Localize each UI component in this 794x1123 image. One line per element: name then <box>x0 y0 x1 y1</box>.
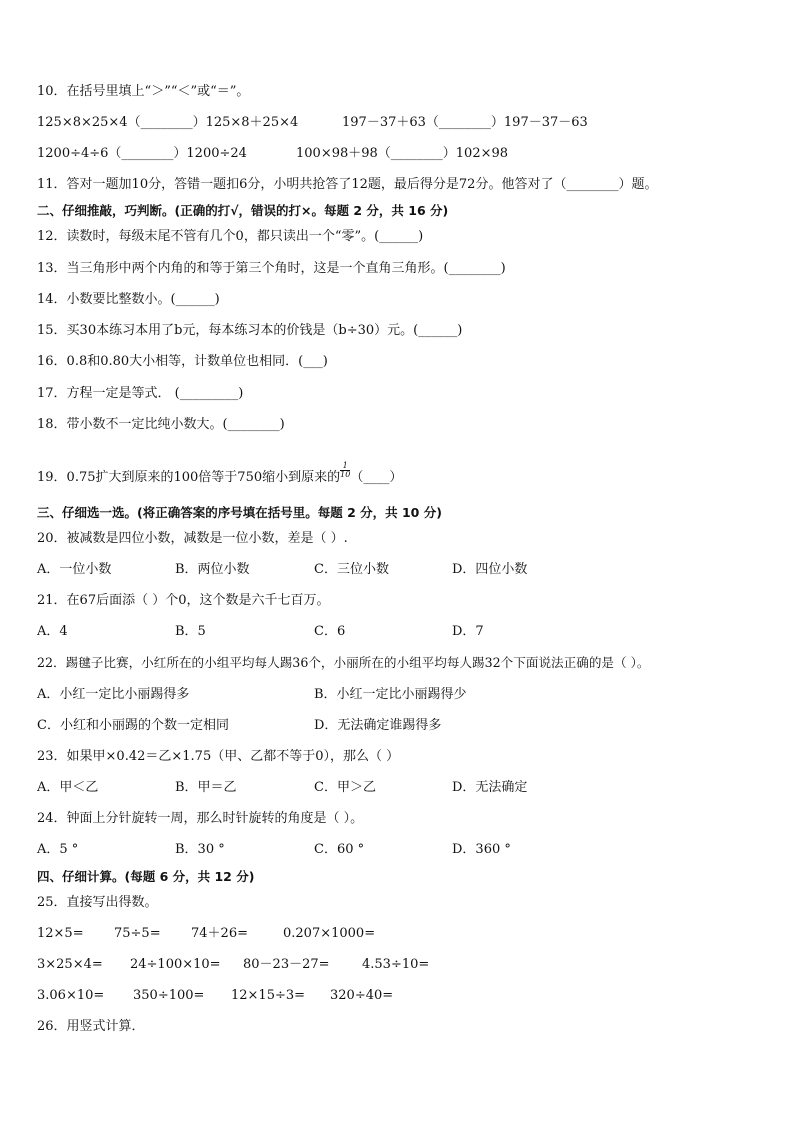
question-16: 16．0.8和0.80大小相等，计数单位也相同．(___) <box>37 354 328 369</box>
q21-option-d: D．7 <box>452 624 484 639</box>
question-14: 14．小数要比整数小。(______) <box>37 292 220 307</box>
question-17: 17．方程一定是等式． (_________) <box>37 386 244 401</box>
q25-expression: 3.06×10= <box>37 988 105 1003</box>
q22-option-b: B．小红一定比小丽踢得少 <box>314 687 467 702</box>
q23-option-d: D．无法确定 <box>452 780 528 795</box>
q25-expression: 350÷100= <box>133 988 205 1003</box>
q20-option-a: A．一位小数 <box>37 562 112 577</box>
q25-expression: 74＋26= <box>191 926 248 941</box>
q19-text: 19．0.75扩大到原来的100倍等于750缩小到原来的 <box>37 470 341 485</box>
q20-option-b: B．两位小数 <box>175 562 250 577</box>
question-21: 21．在67后面添（ ）个0，这个数是六千七百万。 <box>37 593 330 608</box>
q24-option-a: A．5 ° <box>37 842 79 857</box>
q10-comparison-1: 125×8×25×4（________）125×8＋25×4 <box>37 115 299 130</box>
q25-expression: 320÷40= <box>330 988 394 1003</box>
section-4-title: 四、仔细计算。(每题 6 分，共 12 分) <box>37 869 255 884</box>
q23-option-a: A．甲＜乙 <box>37 780 99 795</box>
q23-option-b: B．甲＝乙 <box>175 780 237 795</box>
question-15: 15．买30本练习本用了b元，每本练习本的价钱是（b÷30）元。(______) <box>37 323 463 338</box>
q24-option-c: C．60 ° <box>314 842 365 857</box>
q21-option-b: B．5 <box>175 624 206 639</box>
q25-expression: 24÷100×10= <box>130 957 221 972</box>
q19-fraction-numerator: 1 <box>340 462 350 471</box>
q25-expression: 3×25×4= <box>37 957 103 972</box>
q23-option-c: C．甲＞乙 <box>314 780 376 795</box>
q22-option-c: C．小红和小丽踢的个数一定相同 <box>37 718 229 733</box>
q25-expression: 12×5= <box>37 926 84 941</box>
q10-comparison-3: 1200÷4÷6（________）1200÷24 <box>37 146 247 161</box>
question-12: 12．读数时，每级末尾不管有几个0，都只读出一个“零”。(______) <box>37 229 424 244</box>
section-3-title: 三、仔细选一选。(将正确答案的序号填在括号里。每题 2 分，共 10 分) <box>37 505 442 520</box>
q25-expression: 0.207×1000= <box>283 926 376 941</box>
q25-expression: 12×15÷3= <box>231 988 306 1003</box>
q20-option-c: C．三位小数 <box>314 562 389 577</box>
q10-comparison-4: 100×98＋98（________）102×98 <box>296 146 509 161</box>
question-25: 25．直接写出得数。 <box>37 895 158 910</box>
q10-comparison-2: 197－37＋63（________）197－37－63 <box>342 115 588 130</box>
q25-expression: 75÷5= <box>114 926 161 941</box>
q25-expression: 80－23－27= <box>243 957 330 972</box>
q19-fraction-denominator: 10 <box>340 470 351 479</box>
question-18: 18．带小数不一定比纯小数大。(________) <box>37 417 285 432</box>
q22-option-a: A．小红一定比小丽踢得多 <box>37 687 190 702</box>
q21-option-c: C．6 <box>314 624 346 639</box>
q20-option-d: D．四位小数 <box>452 562 528 577</box>
question-13: 13．当三角形中两个内角的和等于第三个角时，这是一个直角三角形。(________) <box>37 261 506 276</box>
question-10-title: 10．在括号里填上“＞”“＜”或“＝”。 <box>37 84 250 99</box>
section-2-title: 二、仔细推敲，巧判断。(正确的打√，错误的打×。每题 2 分，共 16 分) <box>37 203 449 218</box>
question-22: 22．踢毽子比赛，小红所在的小组平均每人踢36个，小丽所在的小组平均每人踢32个下面说法正确的是（ ）。 <box>37 655 650 670</box>
question-11: 11．答对一题加10分，答错一题扣6分，小明共抢答了12题，最后得分是72分。他答对了（________）题。 <box>37 177 658 192</box>
q25-expression: 4.53÷10= <box>362 957 430 972</box>
q19-answer-blank: （____） <box>350 470 403 485</box>
q22-option-d: D．无法确定谁踢得多 <box>314 718 442 733</box>
question-20: 20．被减数是四位小数，减数是一位小数，差是（ ）. <box>37 531 348 546</box>
q24-option-d: D．360 ° <box>452 842 511 857</box>
question-19 <box>37 462 402 487</box>
question-23: 23．如果甲×0.42＝乙×1.75（甲、乙都不等于0），那么（ ） <box>37 749 400 764</box>
q24-option-b: B．30 ° <box>175 842 225 857</box>
question-26: 26．用竖式计算． <box>37 1019 145 1034</box>
question-24: 24．钟面上分针旋转一周，那么时针旋转的角度是（ ）。 <box>37 811 364 826</box>
q19-fraction <box>340 462 350 479</box>
q21-option-a: A．4 <box>37 624 68 639</box>
